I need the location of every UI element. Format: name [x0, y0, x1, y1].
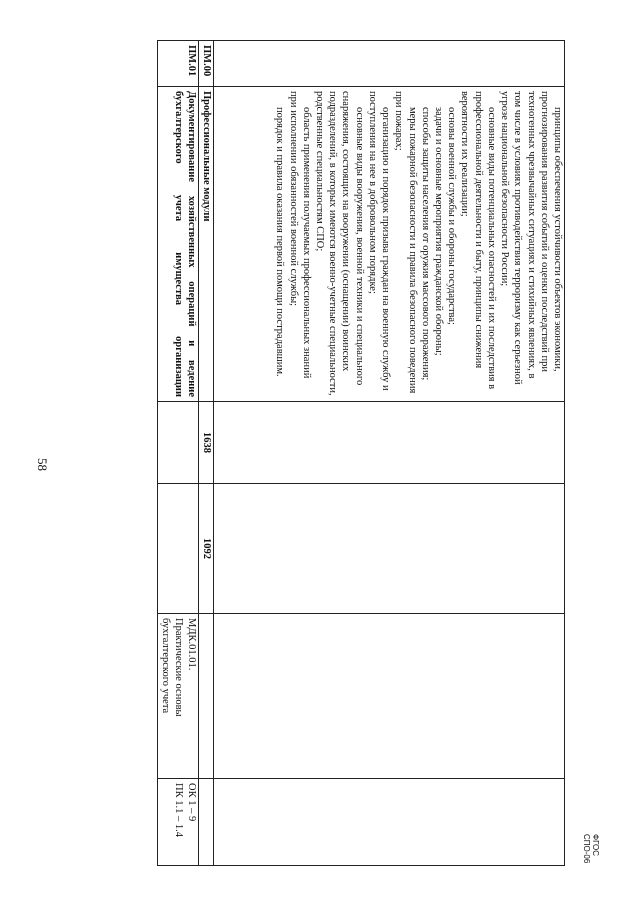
- curriculum-table: [157, 40, 565, 866]
- knowledge-item: основы военной службы и обороны государства;: [446, 107, 458, 325]
- cell-knowledge-list: [214, 87, 565, 402]
- cell-pm00-mdk-empty: [199, 614, 214, 779]
- page-number: 58: [35, 458, 50, 471]
- cell-pm00-class-hours: 1092: [199, 484, 214, 614]
- cell-code-empty: [214, 41, 565, 87]
- knowledge-item: задачи и основные мероприятия гражданской обороны;: [433, 107, 445, 356]
- cell-pm01-title: Документирование хозяйственных операций и ведение бухгалтерского учета имущества организации: [158, 87, 199, 402]
- mdk-code: МДК.01.01.: [186, 618, 197, 671]
- cell-pm00-code: ПМ.00: [199, 41, 214, 87]
- cell-pm01-class-hours-empty: [158, 484, 199, 614]
- table-row-pm00: [199, 41, 214, 866]
- mdk-title: Практические основы бухгалтерского учета: [159, 618, 184, 717]
- knowledge-item: способы защиты населения от оружия массового поражения;: [419, 107, 431, 381]
- cell-pm01-competencies: [158, 779, 199, 866]
- cell-pm01-mdk: [158, 614, 199, 779]
- cell-pm01-code: ПМ.01: [158, 41, 199, 87]
- curriculum-table-rotated: [75, 40, 565, 865]
- knowledge-item: область применения получаемых профессиональных знаний при исполнении обязанностей военной службы;: [287, 91, 312, 379]
- knowledge-item: основные виды потенциальных опасностей и их последствия в профессиональной деятельности и быту, принципы снижения вероятности их реализации;: [459, 91, 497, 390]
- cell-mdk-empty: [214, 614, 565, 779]
- cell-pm00-max-hours: 1638: [199, 402, 214, 484]
- cell-class-hours-empty: [214, 484, 565, 614]
- cell-pm01-max-hours-empty: [158, 402, 199, 484]
- table-row-pm01: [158, 41, 199, 866]
- knowledge-item: порядок и правила оказания первой помощи пострадавшим.: [274, 107, 286, 377]
- competency-ok: ОК 1 – 9: [186, 783, 197, 822]
- knowledge-item: основные виды вооружения, военной техники и специального снаряжения, состоящих на вооружении (оснащении) воинских подразделений, в которых имеются военно-учетные специальности, родственные специальностям СПО;: [314, 91, 365, 396]
- cell-pm00-comp-empty: [199, 779, 214, 866]
- footer-standard-label: ФГОС СПО-06: [582, 834, 600, 864]
- cell-max-hours-empty: [214, 402, 565, 484]
- knowledge-item: организацию и порядок призыва граждан на военную службу и поступления на нее в добровольном порядке;: [366, 91, 392, 391]
- cell-competencies-empty: [214, 779, 565, 866]
- competency-pk: ПК 1.1 – 1.4: [172, 783, 184, 837]
- table-row-continued: [214, 41, 565, 866]
- cell-pm00-title: Профессиональные модули: [199, 87, 214, 402]
- knowledge-item: меры пожарной безопасности и правила безопасного поведения при пожарах;: [393, 91, 418, 394]
- knowledge-item: принципы обеспечения устойчивости объектов экономики, прогнозирования развития событий и оценки последствий при техногенных чрезвычайных ситуациях и стихийных явлениях, в том числе в условиях противодействия терроризму как серьезной угрозе национальной безопасности России;: [499, 91, 563, 385]
